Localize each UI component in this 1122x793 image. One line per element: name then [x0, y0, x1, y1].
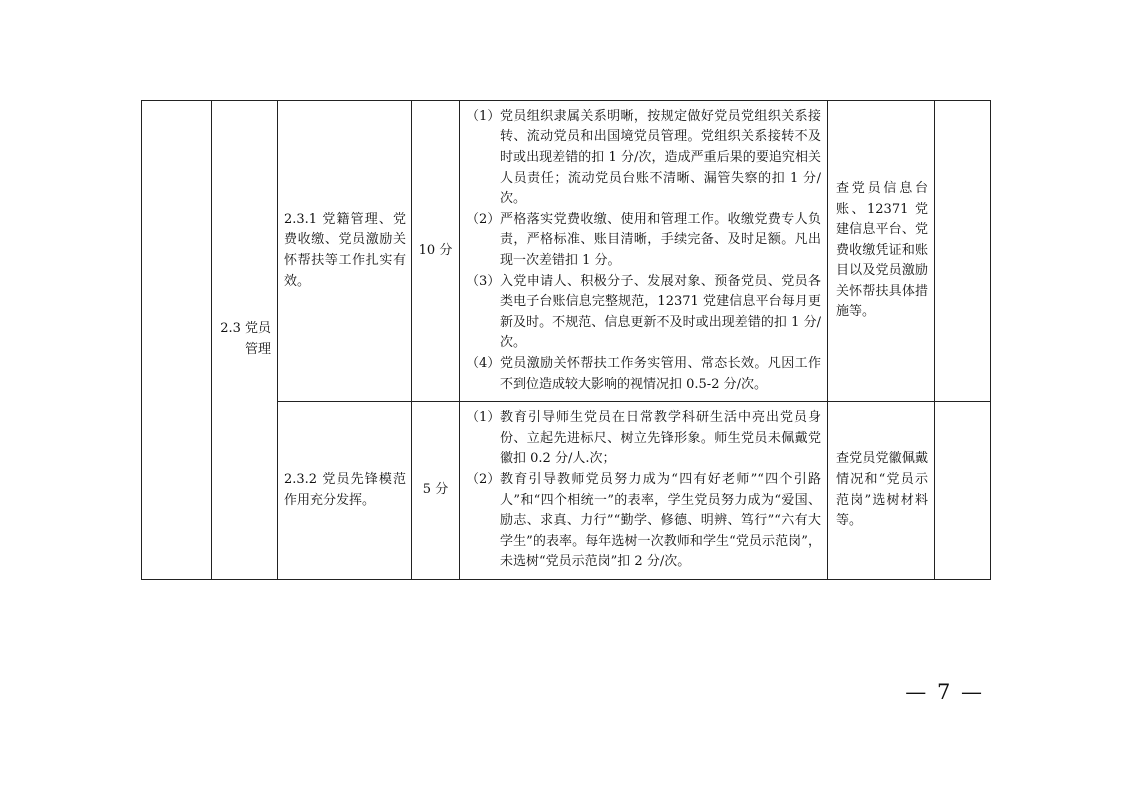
section-label: 2.3 党员管理 — [212, 101, 278, 580]
score-cell: 5 分 — [412, 402, 460, 580]
criteria-cell — [460, 402, 828, 580]
criterion-item — [466, 354, 821, 395]
criterion-item — [466, 408, 821, 470]
criterion-text: 党员组织隶属关系明晰，按规定做好党员党组织关系接转、流动党员和出国境党员管理。党组织关系接转不及时或出现差错的扣 1 分/次，造成严重后果的要追究相关人员责任；流动党员台账不清晰、漏管失察的扣 1 分/次。 — [500, 108, 821, 207]
item-cell: 2.3.1 党籍管理、党费收缴、党员激励关怀帮扶等工作扎实有效。 — [278, 101, 412, 402]
method-cell: 查党员党徽佩戴情况和“党员示范岗”选树材料等。 — [828, 402, 935, 580]
criterion-number: （4） — [466, 355, 501, 371]
criterion-number: （1） — [466, 410, 501, 426]
item-cell: 2.3.2 党员先锋模范作用充分发挥。 — [278, 402, 412, 580]
criterion-number: （1） — [466, 108, 501, 124]
criterion-item — [466, 107, 821, 210]
page-number: — 7 — — [905, 680, 984, 704]
method-cell: 查党员信息台账、12371 党建信息平台、党费收缴凭证和账目以及党员激励关怀帮扶具体措施等。 — [828, 101, 935, 402]
table-row — [142, 101, 991, 402]
criterion-text: 教育引导师生党员在日常教学科研生活中亮出党员身份、立起先进标尺、树立先锋形象。师生党员未佩戴党徽扣 0.2 分/人.次； — [500, 410, 821, 467]
criterion-item — [466, 470, 821, 573]
criterion-text: 教育引导教师党员努力成为“四有好老师”“四个引路人”和“四个相统一”的表率，学生党员努力成为“爱国、励志、求真、力行”“勤学、修德、明辨、笃行”“六有大学生”的表率。每年选树一次教师和学生“党员示范岗”，未选树“党员示范岗”扣 2 分/次。 — [500, 471, 821, 570]
criterion-item — [466, 210, 821, 272]
criterion-number: （2） — [466, 471, 501, 487]
result-cell — [935, 402, 991, 580]
category-cell — [142, 101, 212, 580]
score-cell: 10 分 — [412, 101, 460, 402]
criterion-item — [466, 272, 821, 354]
result-cell — [935, 101, 991, 402]
evaluation-table — [141, 100, 991, 580]
criterion-number: （2） — [466, 211, 501, 227]
criterion-text: 严格落实党费收缴、使用和管理工作。收缴党费专人负责，严格标准、账目清晰，手续完备、及时足额。凡出现一次差错扣 1 分。 — [500, 211, 821, 268]
criterion-text: 党员激励关怀帮扶工作务实管用、常态长效。凡因工作不到位造成较大影响的视情况扣 0.5-2 分/次。 — [500, 355, 821, 392]
criteria-cell — [460, 101, 828, 402]
criterion-number: （3） — [466, 273, 501, 289]
criterion-text: 入党申请人、积极分子、发展对象、预备党员、党员各类电子台账信息完整规范，12371 党建信息平台每月更新及时。不规范、信息更新不及时或出现差错的扣 1 分/次。 — [500, 273, 821, 351]
